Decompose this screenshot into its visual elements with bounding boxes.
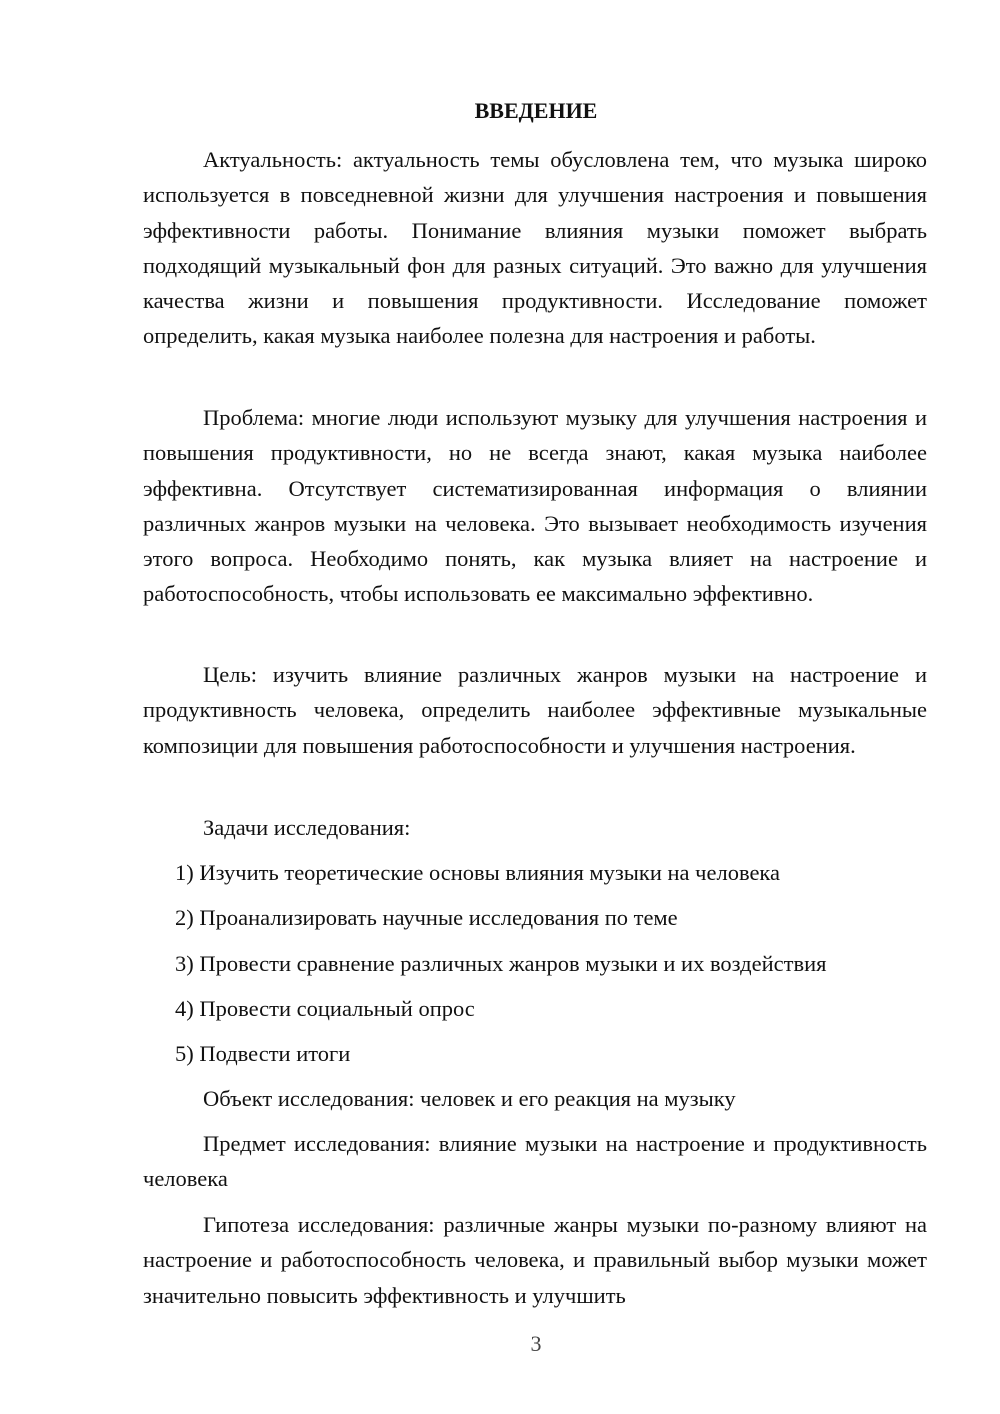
task-item-4: 4) Провести социальный опрос (175, 996, 475, 1021)
task-item-5: 5) Подвести итоги (175, 1041, 351, 1066)
tasks-heading: Задачи исследования: (203, 815, 411, 840)
page-title: ВВЕДЕНИЕ (474, 98, 598, 123)
task-item-1: 1) Изучить теоретические основы влияния музыки на человека (175, 860, 781, 885)
task-item-2: 2) Проанализировать научные исследования по теме (175, 905, 678, 930)
page-number: 3 (530, 1331, 542, 1356)
subject-paragraph: Предмет исследования: влияние музыки на настроение и продуктивность человека (143, 1131, 927, 1192)
task-item-3: 3) Провести сравнение различных жанров музыки и их воздействия (175, 951, 827, 976)
problem-paragraph: Проблема: многие люди используют музыку для улучшения настроения и повышения продуктивности, но не всегда знают, какая музыка наиболее эффективна. Отсутствует систематизированная информация о влиянии различных жанров музыки на человека. Это вызывает необходимость изучения этого вопроса. Необходимо понять, как музыка влияет на настроение и работоспособность, чтобы использовать ее максимально эффективно. (143, 405, 927, 607)
goal-paragraph: Цель: изучить влияние различных жанров музыки на настроение и продуктивность человека, определить наиболее эффективные музыкальные композиции для повышения работоспособности и улучшения настроения. (143, 662, 927, 758)
object-paragraph: Объект исследования: человек и его реакция на музыку (203, 1086, 736, 1111)
hypothesis-paragraph: Гипотеза исследования: различные жанры музыки по-разному влияют на настроение и работоспособность человека, и правильный выбор музыки может значительно повысить эффективность и улучшить (143, 1212, 927, 1308)
relevance-paragraph: Актуальность: актуальность темы обусловлена тем, что музыка широко используется в повседневной жизни для улучшения настроения и повышения эффективности работы. Понимание влияния музыки поможет выбрать подходящий музыкальный фон для разных ситуаций. Это важно для улучшения качества жизни и повышения продуктивности. Исследование поможет определить, какая музыка наиболее полезна для настроения и работы. (143, 147, 927, 349)
